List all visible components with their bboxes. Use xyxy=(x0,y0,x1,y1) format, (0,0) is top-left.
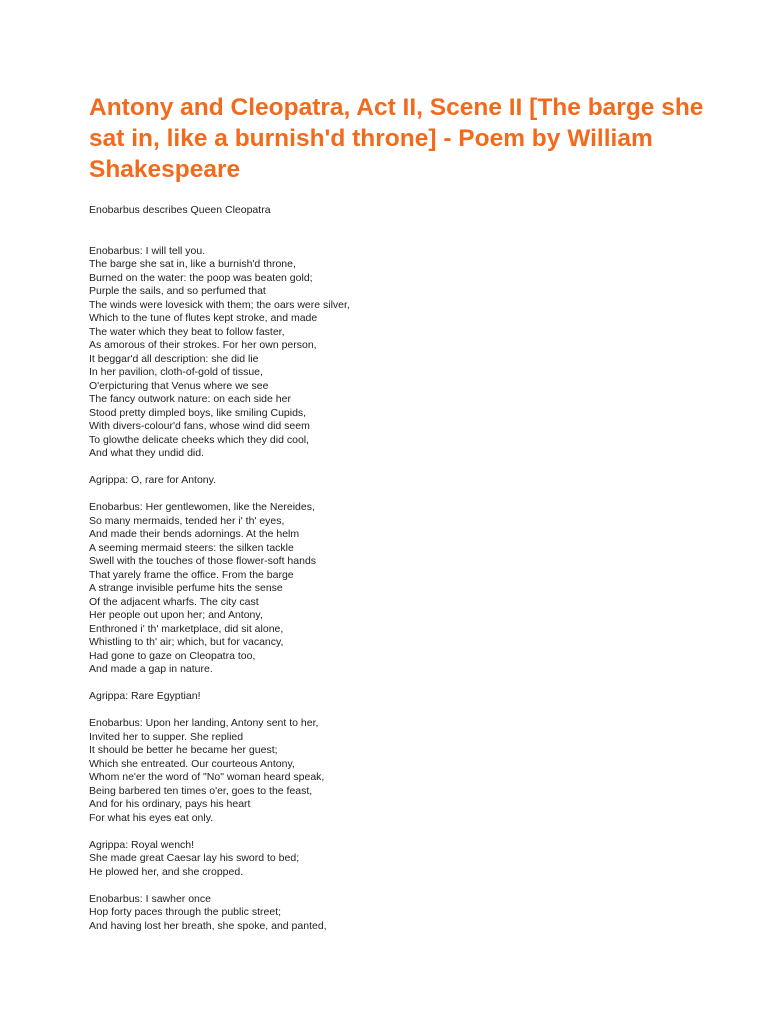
poem-stanza xyxy=(89,474,728,488)
poem-stanza xyxy=(89,501,728,677)
poem-line: It beggar'd all description: she did lie xyxy=(89,352,259,365)
poem-line: The fancy outwork nature: on each side her xyxy=(89,393,291,405)
poem-line: Enobarbus: I sawher once xyxy=(89,892,211,905)
poem-line: Enobarbus: Upon her landing, Antony sent to her, xyxy=(89,717,319,729)
poem-line: The barge she sat in, like a burnish'd throne, xyxy=(89,258,296,270)
poem-line: In her pavilion, cloth-of-gold of tissue, xyxy=(89,366,263,378)
poem-line: Invited her to supper. She replied xyxy=(89,730,244,743)
poem-line: As amorous of their strokes. For her own person, xyxy=(89,339,317,351)
poem-line: Whom ne'er the word of "No" woman heard speak, xyxy=(89,771,325,783)
poem-stanza xyxy=(89,839,728,880)
document-title: Antony and Cleopatra, Act II, Scene II [The barge she sat in, like a burnish'd throne] - Poem by William Shakespeare xyxy=(89,94,704,183)
poem-line: Agrippa: Rare Egyptian! xyxy=(89,690,201,702)
poem-line: For what his eyes eat only. xyxy=(89,811,214,824)
poem-line: And having lost her breath, she spoke, and panted, xyxy=(89,919,327,932)
poem-line: Hop forty paces through the public street; xyxy=(89,906,282,918)
poem-stanza xyxy=(89,717,728,825)
poem-line: O'erpicturing that Venus where we see xyxy=(89,379,269,392)
poem-line: Enobarbus: I will tell you. xyxy=(89,244,206,257)
poem-line: Swell with the touches of those flower-soft hands xyxy=(89,555,317,567)
poem-line: To glowthe delicate cheeks which they did cool, xyxy=(89,433,310,446)
poem-stanza xyxy=(89,893,728,934)
poem-line: Which to the tune of flutes kept stroke, and made xyxy=(89,312,318,324)
poem-line: Agrippa: O, rare for Antony. xyxy=(89,474,217,486)
document-subtitle: Enobarbus describes Queen Cleopatra xyxy=(89,204,271,216)
poem-line: Being barbered ten times o'er, goes to the feast, xyxy=(89,784,313,797)
poem-line: It should be better he became her guest; xyxy=(89,744,278,756)
poem-line: Purple the sails, and so perfumed that xyxy=(89,285,266,297)
poem-line: Whistling to th' air; which, but for vacancy, xyxy=(89,636,284,648)
poem-line: Enthroned i' th' marketplace, did sit alone, xyxy=(89,622,284,635)
poem-line: That yarely frame the office. From the barge xyxy=(89,568,294,581)
poem-line: And made their bends adornings. At the helm xyxy=(89,528,300,540)
poem-line: Had gone to gaze on Cleopatra too, xyxy=(89,649,256,662)
poem-line: Agrippa: Royal wench! xyxy=(89,838,195,851)
poem-line: Stood pretty dimpled boys, like smiling Cupids, xyxy=(89,406,307,419)
poem-line: Enobarbus: Her gentlewomen, like the Nereides, xyxy=(89,501,315,513)
poem-stanza xyxy=(89,245,728,461)
poem-line: And made a gap in nature. xyxy=(89,663,213,675)
poem-line: So many mermaids, tended her i' th' eyes, xyxy=(89,514,285,527)
poem-line: The winds were lovesick with them; the oars were silver, xyxy=(89,298,350,311)
poem-stanza xyxy=(89,690,728,704)
poem-line: She made great Caesar lay his sword to bed; xyxy=(89,852,300,864)
poem-line: He plowed her, and she cropped. xyxy=(89,865,244,878)
poem-line: And for his ordinary, pays his heart xyxy=(89,798,251,810)
poem-line: Of the adjacent wharfs. The city cast xyxy=(89,595,259,608)
poem-line: The water which they beat to follow faster, xyxy=(89,325,285,338)
poem-line: Burned on the water: the poop was beaten gold; xyxy=(89,271,313,284)
poem-line: A strange invisible perfume hits the sense xyxy=(89,582,283,594)
poem-body xyxy=(89,245,728,934)
poem-line: Which she entreated. Our courteous Antony, xyxy=(89,757,295,770)
poem-line: With divers-colour'd fans, whose wind did seem xyxy=(89,420,310,432)
poem-line: Her people out upon her; and Antony, xyxy=(89,609,263,621)
poem-line: And what they undid did. xyxy=(89,447,204,459)
poem-line: A seeming mermaid steers: the silken tackle xyxy=(89,541,294,554)
